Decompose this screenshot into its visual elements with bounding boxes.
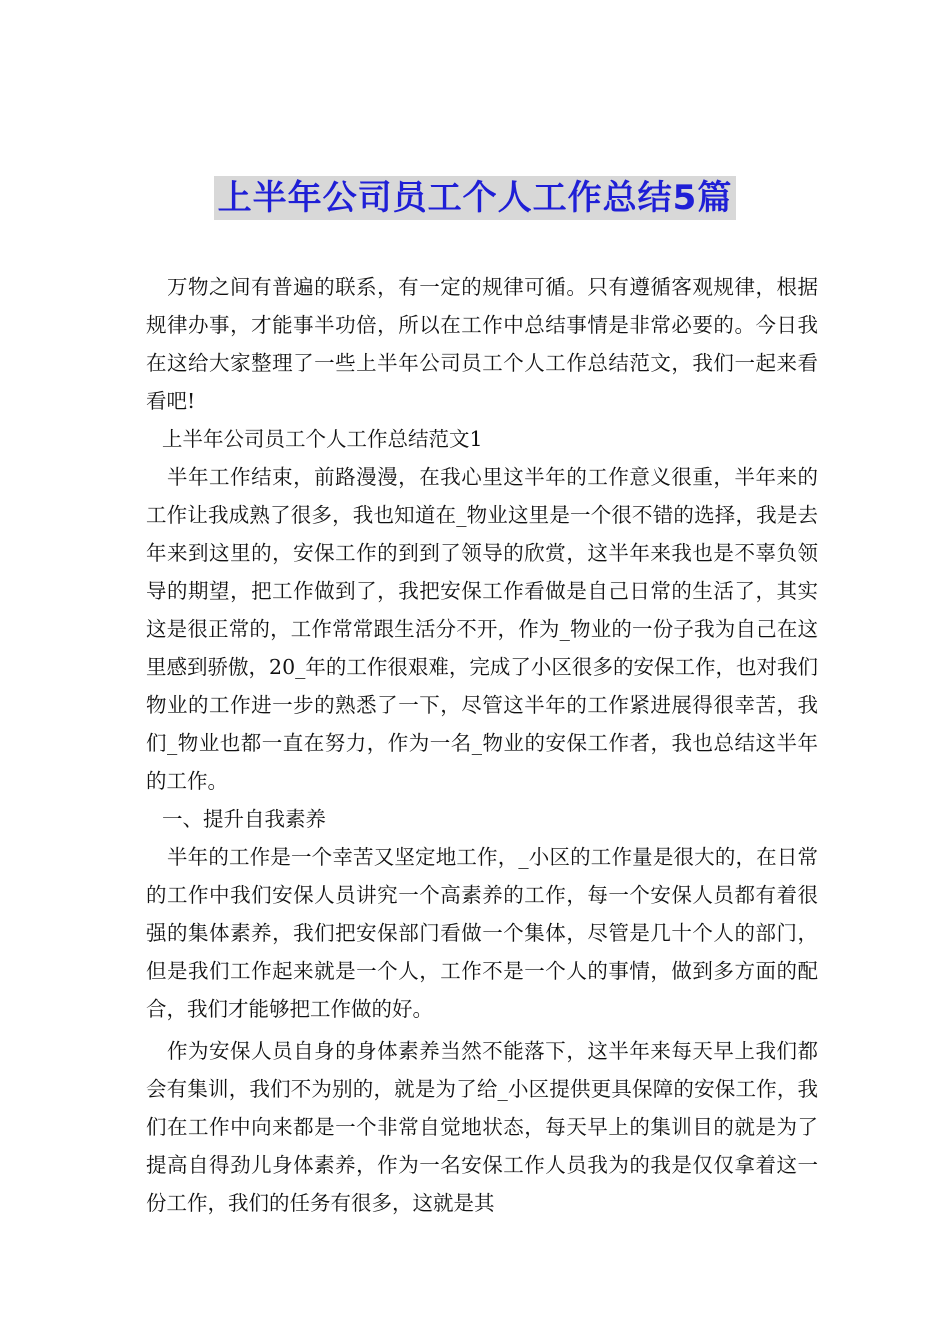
intro-paragraph: 万物之间有普遍的联系，有一定的规律可循。只有遵循客观规律，根据规律办事，才能事半功倍，所以在工作中总结事情是非常必要的。今日我在这给大家整理了一些上半年公司员工个人工作总结范文，我们一起来看看吧!	[146, 275, 818, 413]
section-heading-sample-1: 上半年公司员工个人工作总结范文1	[162, 427, 483, 451]
body-paragraph-1: 半年工作结束，前路漫漫，在我心里这半年的工作意义很重，半年来的工作让我成熟了很多，我也知道在_物业这里是一个很不错的选择，我是去年来到这里的，安保工作的到到了领导的欣赏，这半年来我也是不辜负领导的期望，把工作做到了，我把安保工作看做是自己日常的生活了，其实这是很正常的，工作常常跟生活分不开，作为_物业的一份子我为自己在这里感到骄傲，20_年的工作很艰难，完成了小区很多的安保工作，也对我们物业的工作进一步的熟悉了一下，尽管这半年的工作紧进展得很幸苦，我们_物业也都一直在努力，作为一名_物业的安保工作者，我也总结这半年的工作。	[146, 465, 818, 793]
document-title: 上半年公司员工个人工作总结5篇	[214, 176, 737, 220]
document-body	[146, 268, 818, 1222]
title-wrapper	[0, 176, 950, 220]
subheading-self-improvement: 一、提升自我素养	[162, 807, 326, 831]
body-paragraph-3: 作为安保人员自身的身体素养当然不能落下，这半年来每天早上我们都会有集训，我们不为别的，就是为了给_小区提供更具保障的安保工作，我们在工作中向来都是一个非常自觉地状态，每天早上的集训目的就是为了提高自得劲儿身体素养，作为一名安保工作人员我为的我是仅仅拿着这一份工作，我们的任务有很多，这就是其	[146, 1039, 818, 1215]
body-paragraph-2: 半年的工作是一个幸苦又坚定地工作，_小区的工作量是很大的，在日常的工作中我们安保人员讲究一个高素养的工作，每一个安保人员都有着很强的集体素养，我们把安保部门看做一个集体，尽管是几十个人的部门，但是我们工作起来就是一个人，工作不是一个人的事情，做到多方面的配合，我们才能够把工作做的好。	[146, 845, 818, 1021]
